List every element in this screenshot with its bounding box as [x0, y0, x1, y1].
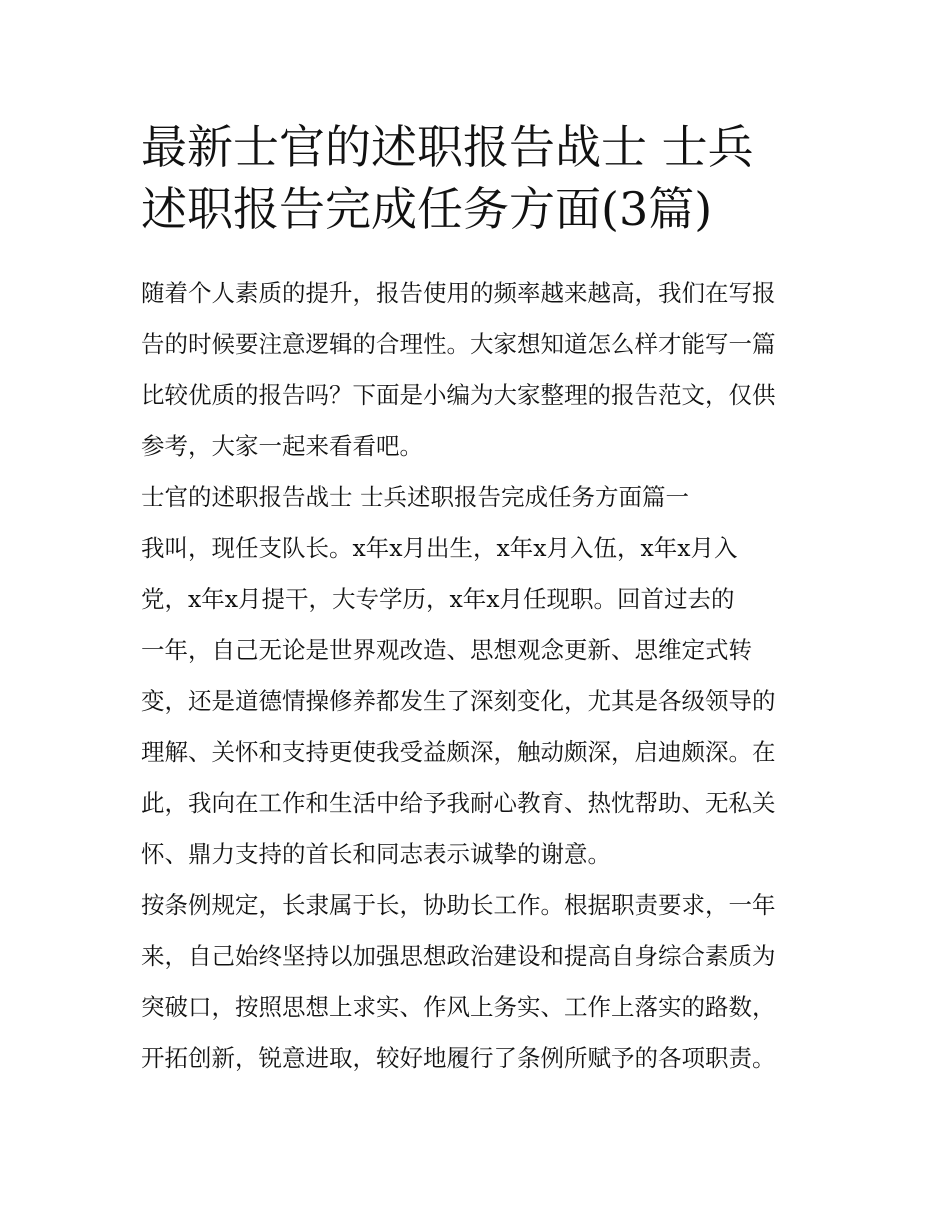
text-line: 开拓创新，锐意进取，较好地履行了条例所赋予的各项职责。	[141, 1044, 776, 1072]
document-content	[141, 116, 811, 1084]
text-line: 参考，大家一起来看看吧。	[141, 432, 423, 460]
text-line: 来，自己始终坚持以加强思想政治建设和提高自身综合素质为	[141, 942, 776, 970]
document-title	[141, 116, 811, 240]
text-line: 我叫，现任支队长。x年x月出生，x年x月入伍，x年x月入	[141, 534, 738, 562]
text-line: 按条例规定，长隶属于长，协助长工作。根据职责要求，一年	[141, 891, 776, 919]
text-line: 告的时候要注意逻辑的合理性。大家想知道怎么样才能写一篇	[141, 330, 776, 358]
text-line: 理解、关怀和支持更使我受益颇深，触动颇深，启迪颇深。在	[141, 738, 776, 766]
text-line: 此，我向在工作和生活中给予我耐心教育、热忱帮助、无私关	[141, 789, 776, 817]
title-line-1: 最新士官的述职报告战士 士兵	[141, 120, 754, 174]
section-heading: 士官的述职报告战士 士兵述职报告完成任务方面篇一	[141, 483, 689, 511]
text-line: 怀、鼎力支持的首长和同志表示诚挚的谢意。	[141, 840, 611, 868]
text-line: 变，还是道德情操修养都发生了深刻变化，尤其是各级领导的	[141, 687, 776, 715]
title-line-2: 述职报告完成任务方面(3篇)	[141, 182, 713, 236]
text-line: 突破口，按照思想上求实、作风上务实、工作上落实的路数，	[141, 993, 776, 1021]
text-line: 一年，自己无论是世界观改造、思想观念更新、思维定式转	[141, 636, 752, 664]
document-body	[141, 268, 811, 1084]
text-line: 党，x年x月提干，大专学历，x年x月任现职。回首过去的	[141, 585, 735, 613]
text-line: 比较优质的报告吗？下面是小编为大家整理的报告范文，仅供	[141, 381, 776, 409]
text-line: 随着个人素质的提升，报告使用的频率越来越高，我们在写报	[141, 279, 776, 307]
